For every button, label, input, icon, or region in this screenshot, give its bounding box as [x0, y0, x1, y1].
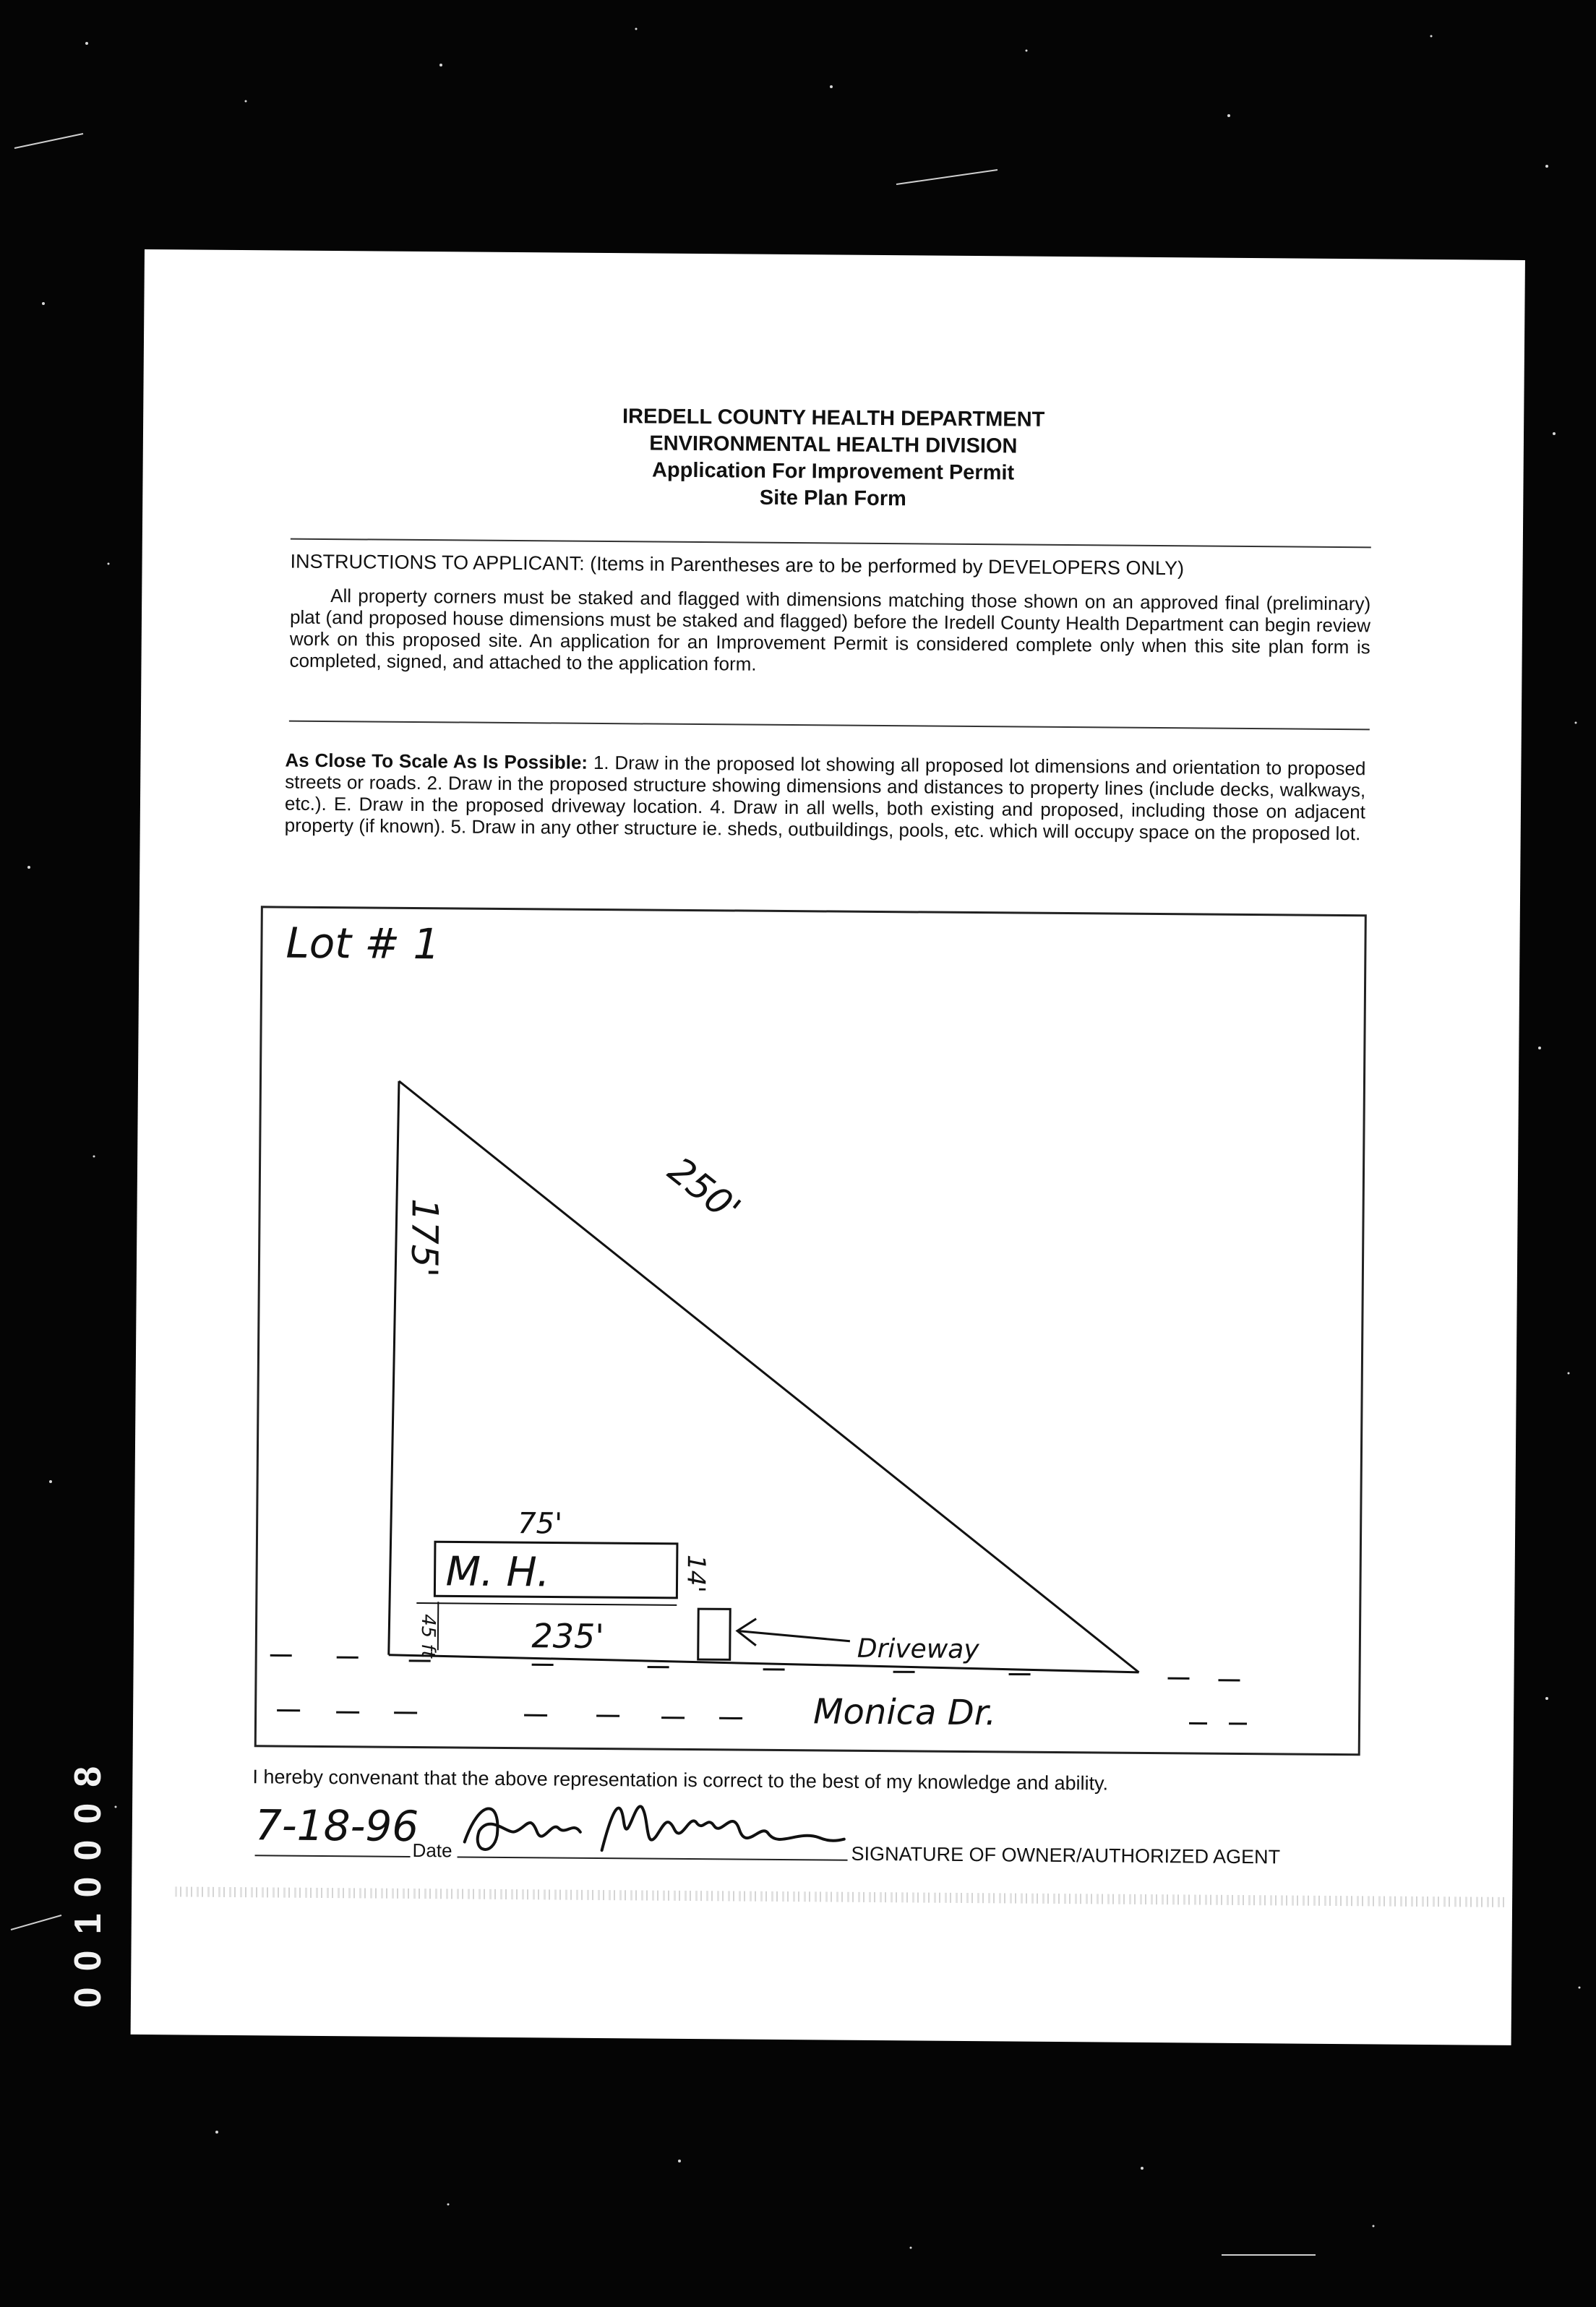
road-edge-dashes [270, 1655, 1248, 1724]
lot-number-label: Lot # 1 [286, 918, 440, 969]
certification-statement: I hereby convenant that the above representation is correct to the best of my knowledge and ability. [252, 1766, 1109, 1795]
instructions-title: INSTRUCTIONS TO APPLICANT: (Items in Parentheses are to be performed by DEVELOPERS ONLY) [290, 550, 1185, 580]
frontage-dimension: 235' [531, 1616, 605, 1657]
margin-stamp-text: 0010008 [67, 1750, 109, 2009]
site-plan-sketch [257, 908, 1365, 1753]
signed-date: 7-18-96 [254, 1800, 419, 1852]
road-name-label: Monica Dr. [812, 1691, 997, 1734]
department-name: IREDELL COUNTY HEALTH DEPARTMENT [622, 405, 1045, 431]
instructions-divider [289, 721, 1370, 731]
house-label: M. H. [445, 1548, 550, 1597]
handwritten-signature [457, 1791, 848, 1873]
instructions-body: All property corners must be staked and flagged with dimensions matching those shown on an approved final (preliminary) plat (and proposed house dimensions must be staked and flagged) before the Iredell County Health Department can begin review work on this proposed site. An application for an Improvement Permit is considered complete only when this site plan form is completed, signed, and attached to the application form. [289, 585, 1371, 675]
margin-stamp [66, 1706, 110, 2038]
signature-block [240, 1797, 1368, 1892]
form-header [142, 400, 1524, 517]
site-plan-form-page [131, 249, 1525, 2045]
scale-instructions [285, 749, 1366, 845]
date-label: Date [412, 1839, 452, 1862]
frontage-reference-line [416, 1603, 677, 1605]
signature-label: SIGNATURE OF OWNER/AUTHORIZED AGENT [851, 1842, 1281, 1868]
driveway-pointer-arrow [737, 1631, 850, 1641]
scale-instructions-lead: As Close To Scale As Is Possible: [285, 749, 588, 773]
driveway-outline [698, 1609, 731, 1659]
site-plan-drawing-area [254, 906, 1367, 1756]
scale-instructions-text: 1. Draw in the proposed lot showing all proposed lot dimensions and orientation to proposed streets or roads. 2. Draw in the proposed structure showing dimensions and distances to property lines (include decks, walkways, etc.). E. Draw in the proposed driveway location. 4. Draw in all wells, both existing and proposed, including those on adjacent property (if known). 5. Draw in any other structure ie. sheds, outbuildings, pools, etc. which will occupy space on the proposed lot. [284, 751, 1366, 845]
driveway-label: Driveway [857, 1633, 979, 1665]
division-name: ENVIRONMENTAL HEALTH DIVISION [649, 431, 1018, 458]
left-side-dimension: 175' [403, 1198, 446, 1278]
house-width-dimension: 75' [518, 1507, 563, 1541]
hypotenuse-dimension: 250' [660, 1148, 749, 1231]
setback-dimension: 45 ft [416, 1614, 439, 1658]
house-depth-dimension: 14' [681, 1554, 711, 1593]
form-purpose: Application For Improvement Permit [651, 458, 1015, 485]
form-title: Site Plan Form [759, 486, 906, 511]
header-divider [291, 538, 1371, 549]
lot-left-boundary [389, 1081, 399, 1655]
date-underline [255, 1855, 411, 1857]
